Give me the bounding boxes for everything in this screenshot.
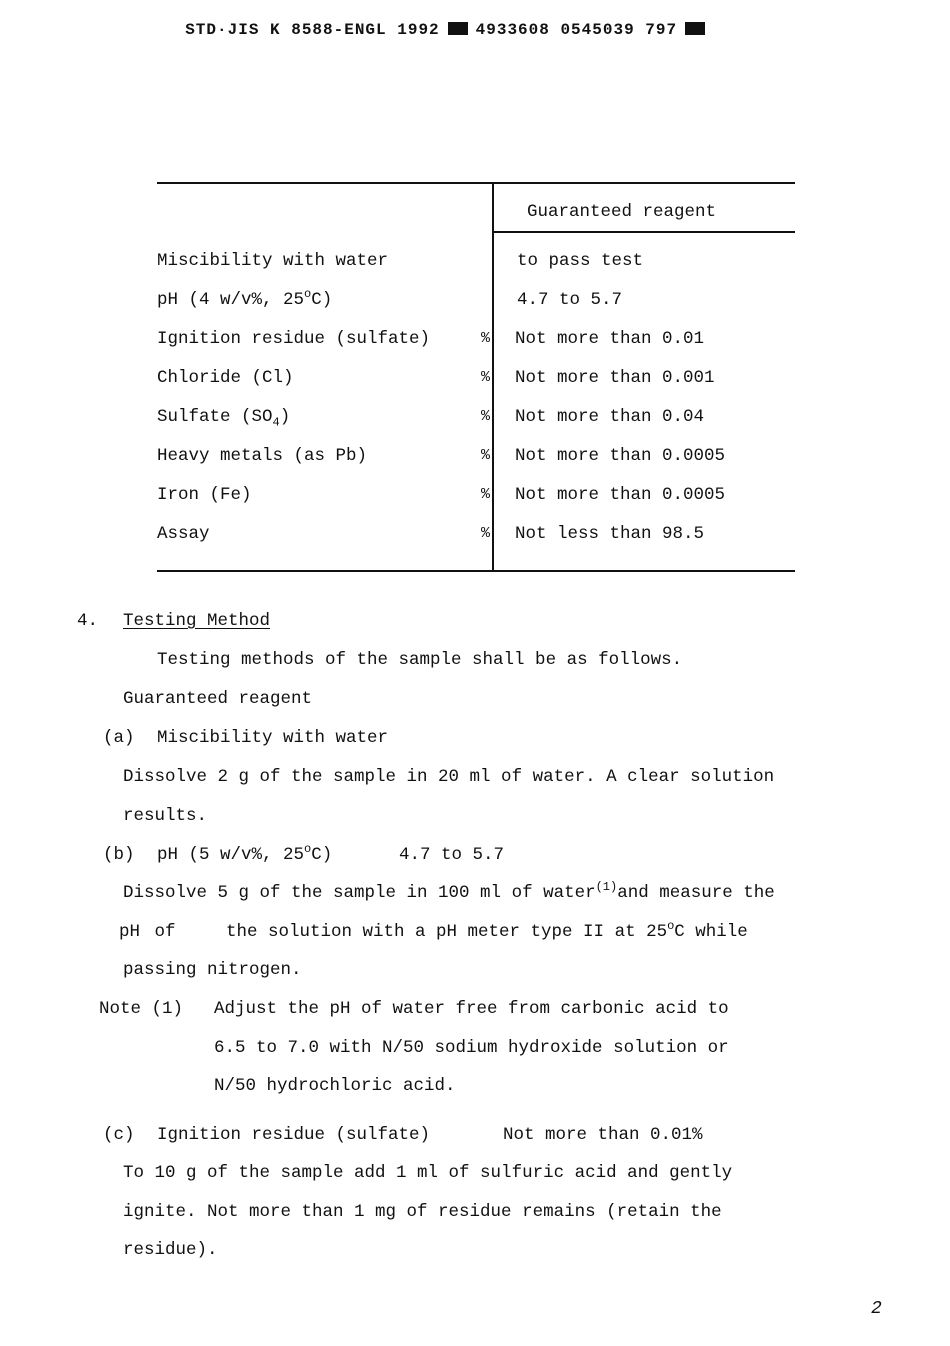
row-value-assay: Not less than 98.5 bbox=[515, 524, 705, 544]
row-value-chloride: Not more than 0.001 bbox=[515, 368, 715, 388]
row-value-miscibility: to pass test bbox=[517, 251, 644, 271]
item-b-marker: (b) bbox=[103, 845, 135, 865]
item-b-title: pH (5 w/v%, 25$^o$C) bbox=[157, 842, 333, 865]
row-unit-iron: % bbox=[481, 486, 491, 503]
item-c-marker: (c) bbox=[103, 1125, 135, 1145]
item-b-line3: passing nitrogen. bbox=[123, 960, 302, 980]
item-b-line2-start: pH of bbox=[119, 922, 176, 942]
row-unit-ignition: % bbox=[481, 330, 491, 347]
item-b-spec: 4.7 to 5.7 bbox=[399, 845, 505, 865]
row-value-heavy-metals: Not more than 0.0005 bbox=[515, 446, 726, 466]
section-number: 4. bbox=[77, 611, 99, 631]
row-label-sulfate: Sulfate $(SO_4)$ bbox=[157, 407, 291, 430]
section-title: Testing Method bbox=[123, 611, 271, 631]
header-block-mark bbox=[448, 22, 468, 35]
page-number: 2 bbox=[871, 1299, 882, 1319]
row-label-iron: Iron (Fe) bbox=[157, 485, 252, 505]
row-label-assay: Assay bbox=[157, 524, 210, 544]
row-value-iron: Not more than 0.0005 bbox=[515, 485, 726, 505]
row-unit-assay: % bbox=[481, 525, 491, 542]
table-top-rule bbox=[157, 182, 795, 184]
row-value-ignition: Not more than 0.01 bbox=[515, 329, 705, 349]
row-unit-chloride: % bbox=[481, 369, 491, 386]
grade-label: Guaranteed reagent bbox=[123, 689, 313, 709]
item-b-line2: the solution with a pH meter type II at 25$^o$C while bbox=[226, 919, 748, 942]
document-header bbox=[164, 0, 713, 40]
note-line3: N/50 hydrochloric acid. bbox=[214, 1076, 456, 1096]
header-number: 4933608 0545039 797 bbox=[475, 21, 678, 39]
item-c-spec: Not more than 0.01% bbox=[503, 1125, 703, 1145]
row-label-chloride: Chloride (Cl) bbox=[157, 368, 294, 388]
item-c-line3: residue). bbox=[123, 1240, 218, 1260]
note-line2: 6.5 to 7.0 with N/50 sodium hydroxide solution or bbox=[214, 1038, 729, 1058]
item-a-line1: Dissolve 2 g of the sample in 20 ml of water. A clear solution bbox=[123, 767, 775, 787]
section-intro: Testing methods of the sample shall be as follows. bbox=[157, 650, 683, 670]
item-b-line1: Dissolve 5 g of the sample in 100 ml of water$^{(1)}$and measure the bbox=[123, 880, 775, 903]
item-c-line1: To 10 g of the sample add 1 ml of sulfuric acid and gently bbox=[123, 1163, 733, 1183]
row-value-sulfate: Not more than 0.04 bbox=[515, 407, 705, 427]
table-bottom-rule bbox=[157, 570, 795, 572]
item-c-title: Ignition residue (sulfate) bbox=[157, 1125, 431, 1145]
row-label-ignition: Ignition residue (sulfate) bbox=[157, 329, 431, 349]
note-marker: Note (1) bbox=[99, 999, 184, 1019]
table-header-rule bbox=[494, 231, 795, 233]
row-unit-heavy-metals: % bbox=[481, 447, 491, 464]
item-c-line2: ignite. Not more than 1 mg of residue remains (retain the bbox=[123, 1202, 722, 1222]
row-value-ph: 4.7 to 5.7 bbox=[517, 290, 623, 310]
item-a-line2: results. bbox=[123, 806, 208, 826]
row-label-heavy-metals: Heavy metals (as Pb) bbox=[157, 446, 368, 466]
table-column-divider bbox=[492, 183, 494, 570]
item-a-marker: (a) bbox=[103, 728, 135, 748]
item-a-title: Miscibility with water bbox=[157, 728, 389, 748]
row-label-miscibility: Miscibility with water bbox=[157, 251, 389, 271]
table-column-header: Guaranteed reagent bbox=[527, 202, 717, 222]
note-line1: Adjust the pH of water free from carbonic acid to bbox=[214, 999, 729, 1019]
standard-code: STD·JIS K 8588-ENGL 1992 bbox=[185, 21, 440, 39]
header-block-mark-end bbox=[685, 22, 705, 35]
row-unit-sulfate: % bbox=[481, 408, 491, 425]
row-label-ph: pH (4 w/v%, 25$^o$C) bbox=[157, 287, 333, 310]
